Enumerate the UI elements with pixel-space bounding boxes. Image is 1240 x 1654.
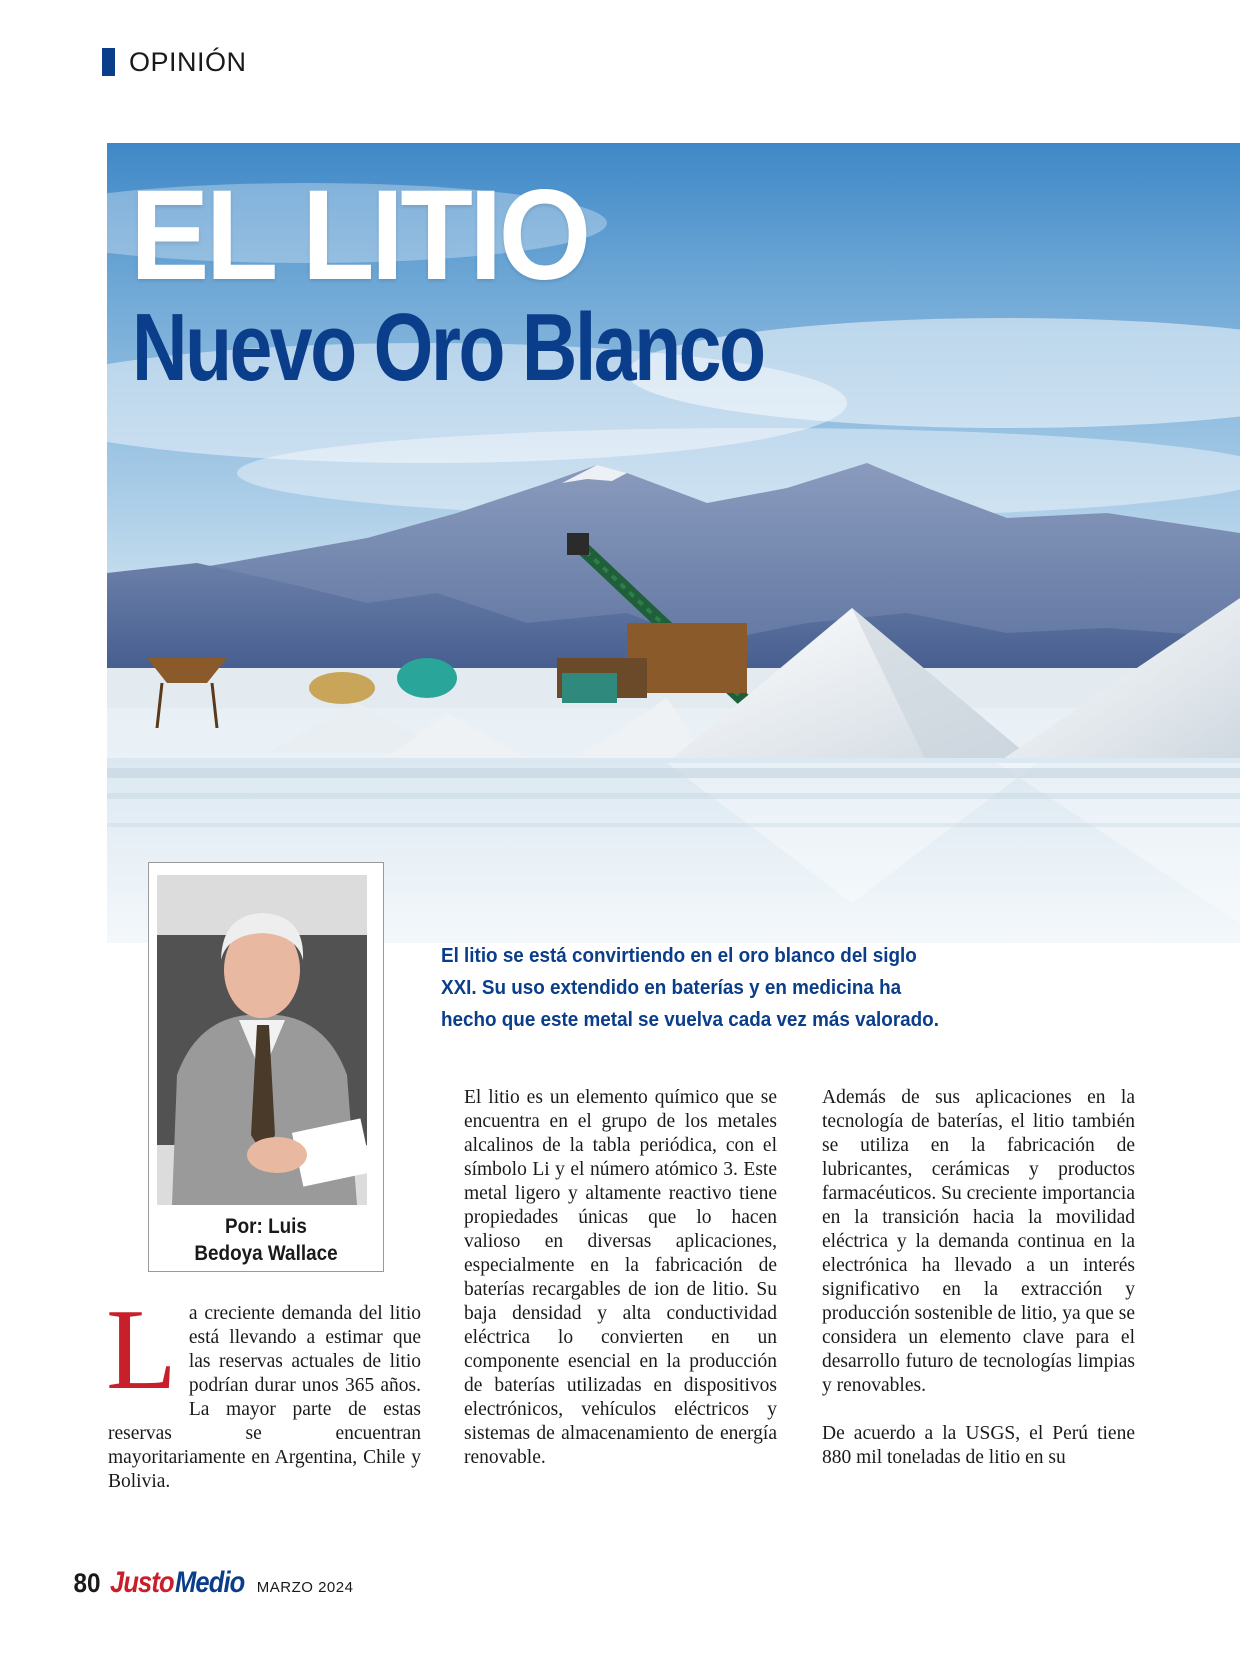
body-col3-paragraph-1: Además de sus aplicaciones en la tecnología de baterías, el litio también se utiliza en la fabricación de lubricantes, cerámicas y productos farmacéuticos. Su creciente importancia en la transición hacia la movilidad eléctrica y la demanda continua en la electrónica ha llevado a un interés significativo en la extracción y producción sostenible de litio, ya que se considera un elemento clave para el desarrollo futuro de tecnologías limpias y renovables. [822, 1087, 1135, 1396]
author-box [148, 862, 384, 1272]
section-label: OPINIÓN [129, 46, 247, 77]
section-tag [102, 48, 247, 76]
body-column-3 [822, 1086, 1135, 1470]
issue-date: MARZO 2024 [256, 1579, 354, 1596]
author-photo [157, 875, 367, 1205]
logo-part-2: Medio [175, 1566, 245, 1599]
dropcap: L [106, 1286, 177, 1414]
author-name: Bedoya Wallace [194, 1242, 338, 1265]
lead-line-1: El litio se está convirtiendo en el oro blanco del siglo [441, 944, 917, 967]
title-line2: Nuevo Oro Blanco [132, 294, 764, 401]
body-column-1 [106, 1286, 421, 1494]
lead-paragraph [441, 940, 939, 1036]
page-footer [72, 1566, 353, 1600]
body-col3-paragraph-2: De acuerdo a la USGS, el Perú tiene 880 mil toneladas de litio en su [822, 1423, 1135, 1468]
author-portrait-illustration [157, 875, 367, 1205]
lead-line-3: hecho que este metal se vuelva cada vez más valorado. [441, 1008, 939, 1031]
body-col2-text: El litio es un elemento químico que se encuentra en el grupo de los metales alcalinos de la tabla periódica, con el símbolo Li y el número atómico 3. Este metal ligero y altamente reactivo tiene propiedades únicas que lo hacen valioso en diversas aplicaciones, especialmente en la fabricación de baterías recargables de ion de litio. Su baja densidad y alta conductividad eléctrica lo convierten en un componente esencial en la producción de baterías utilizadas en dispositivos electrónicos, vehículos eléctricos y sistemas de almacenamiento de energía renovable. [464, 1087, 777, 1468]
magazine-logo [110, 1566, 257, 1600]
author-prefix: Por: Luis [225, 1215, 307, 1238]
logo-part-1: Justo [110, 1566, 174, 1599]
lead-line-2: XXI. Su uso extendido en baterías y en medicina ha [441, 976, 902, 999]
section-bar [102, 48, 115, 76]
author-caption [161, 1213, 372, 1267]
page-number: 80 [73, 1568, 101, 1598]
body-column-2 [464, 1086, 777, 1470]
body-col1-text: a creciente demanda del litio está llevando a estimar que las reservas actuales de litio podrían durar unos 365 años. La mayor parte de estas reservas se encuentran mayoritariamente en Argentina, Chile y Bolivia. [108, 1303, 421, 1492]
title-line1: EL LITIO [130, 164, 588, 307]
